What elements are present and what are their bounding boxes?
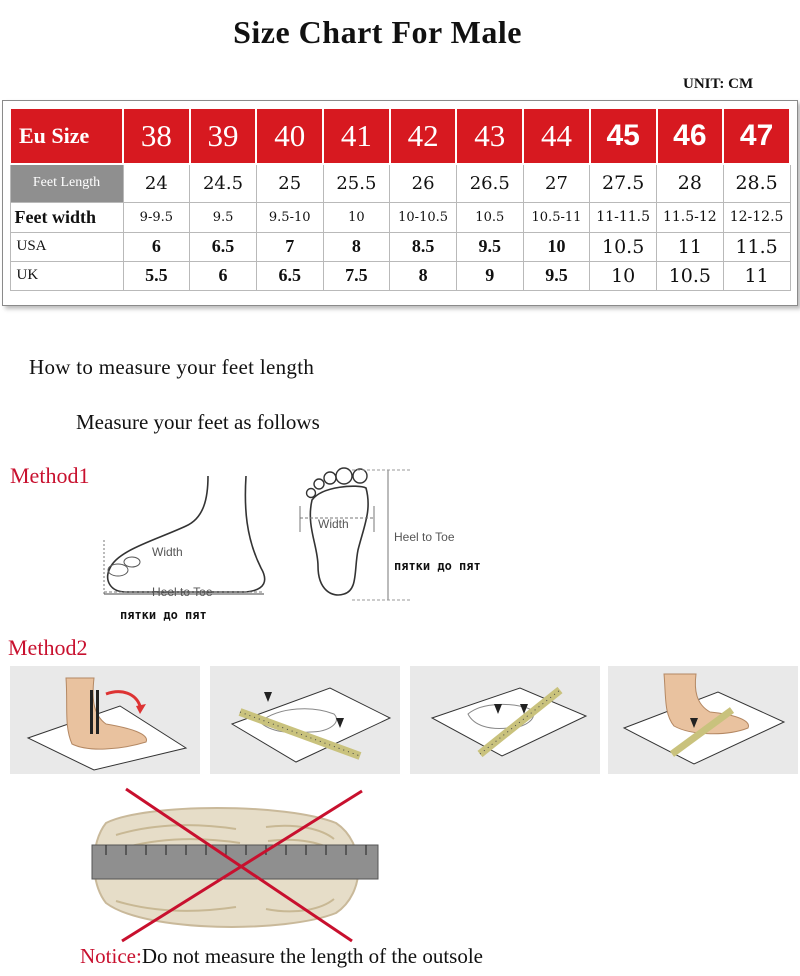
cell-uk: 5.5 <box>123 261 190 290</box>
row-label-len: Feet Length <box>10 164 123 202</box>
cell-uk: 10.5 <box>657 261 724 290</box>
cell-usa: 10.5 <box>590 232 657 261</box>
cell-usa: 8 <box>323 232 390 261</box>
cell-uk: 6.5 <box>256 261 323 290</box>
cell-len: 25.5 <box>323 164 390 202</box>
cell-wid: 10.5-11 <box>523 202 590 232</box>
cell-usa: 6.5 <box>190 232 257 261</box>
cell-len: 28.5 <box>723 164 790 202</box>
method2-label: Method2 <box>8 635 88 660</box>
side-width-label: Width <box>152 545 183 559</box>
cell-len: 25 <box>256 164 323 202</box>
row-usa <box>10 232 790 261</box>
cell-len: 27 <box>523 164 590 202</box>
side-heel-toe-label: Heel to Toe <box>152 585 213 599</box>
size-chart-table <box>9 107 791 291</box>
cell-wid: 10.5 <box>456 202 523 232</box>
side-foot-diagram <box>96 468 286 628</box>
cell-wid: 9.5 <box>190 202 257 232</box>
step-3-image <box>410 666 600 774</box>
row-label-eu: Eu Size <box>10 108 123 164</box>
cell-len: 24 <box>123 164 190 202</box>
cell-uk: 9.5 <box>523 261 590 290</box>
cell-wid: 9-9.5 <box>123 202 190 232</box>
cell-len: 28 <box>657 164 724 202</box>
cell-eu: 44 <box>523 108 590 164</box>
top-heel-toe-label: Heel to Toe <box>394 530 455 544</box>
cell-uk: 6 <box>190 261 257 290</box>
measure-subheading: Measure your feet as follows <box>76 410 320 434</box>
cell-usa: 11 <box>657 232 724 261</box>
cell-wid: 10 <box>323 202 390 232</box>
top-width-label: Width <box>318 517 349 531</box>
cell-uk: 10 <box>590 261 657 290</box>
cell-eu: 46 <box>657 108 724 164</box>
cell-wid: 12-12.5 <box>723 202 790 232</box>
row-eu <box>10 108 790 164</box>
row-label-uk: UK <box>10 261 123 290</box>
notice-prefix: Notice: <box>80 944 142 968</box>
cell-usa: 11.5 <box>723 232 790 261</box>
cell-usa: 10 <box>523 232 590 261</box>
cell-len: 27.5 <box>590 164 657 202</box>
cell-eu: 45 <box>590 108 657 164</box>
page-title: Size Chart For Male <box>233 14 522 50</box>
cell-eu: 40 <box>256 108 323 164</box>
cell-uk: 7.5 <box>323 261 390 290</box>
method1-label: Method1 <box>10 463 90 488</box>
row-len <box>10 164 790 202</box>
cell-len: 24.5 <box>190 164 257 202</box>
side-russian-label: пятки до пят <box>120 608 207 622</box>
notice-body: Do not measure the length of the outsole <box>141 944 483 968</box>
row-label-wid: Feet width <box>10 202 123 232</box>
cell-usa: 9.5 <box>456 232 523 261</box>
how-to-heading: How to measure your feet length <box>29 355 315 379</box>
top-foot-diagram <box>292 466 542 604</box>
cell-eu: 41 <box>323 108 390 164</box>
cell-uk: 11 <box>723 261 790 290</box>
cell-eu: 47 <box>723 108 790 164</box>
top-russian-label: пятки до пят <box>394 559 481 573</box>
cell-wid: 11-11.5 <box>590 202 657 232</box>
cell-usa: 6 <box>123 232 190 261</box>
cell-eu: 43 <box>456 108 523 164</box>
step-2-image <box>210 666 400 774</box>
cell-len: 26.5 <box>456 164 523 202</box>
unit-label: UNIT: CM <box>683 76 754 92</box>
row-label-usa: USA <box>10 232 123 261</box>
cell-wid: 10-10.5 <box>390 202 457 232</box>
cell-wid: 11.5-12 <box>657 202 724 232</box>
cell-usa: 7 <box>256 232 323 261</box>
step-1-image <box>10 666 200 774</box>
cell-usa: 8.5 <box>390 232 457 261</box>
cell-uk: 8 <box>390 261 457 290</box>
step-4-image <box>608 666 798 774</box>
notice-text <box>80 944 483 969</box>
cell-eu: 39 <box>190 108 257 164</box>
outsole-photo-crossed <box>86 783 386 943</box>
row-wid <box>10 202 790 232</box>
cell-uk: 9 <box>456 261 523 290</box>
row-uk <box>10 261 790 290</box>
cell-eu: 38 <box>123 108 190 164</box>
cell-wid: 9.5-10 <box>256 202 323 232</box>
cell-len: 26 <box>390 164 457 202</box>
cell-eu: 42 <box>390 108 457 164</box>
size-chart-table-frame <box>2 100 798 306</box>
